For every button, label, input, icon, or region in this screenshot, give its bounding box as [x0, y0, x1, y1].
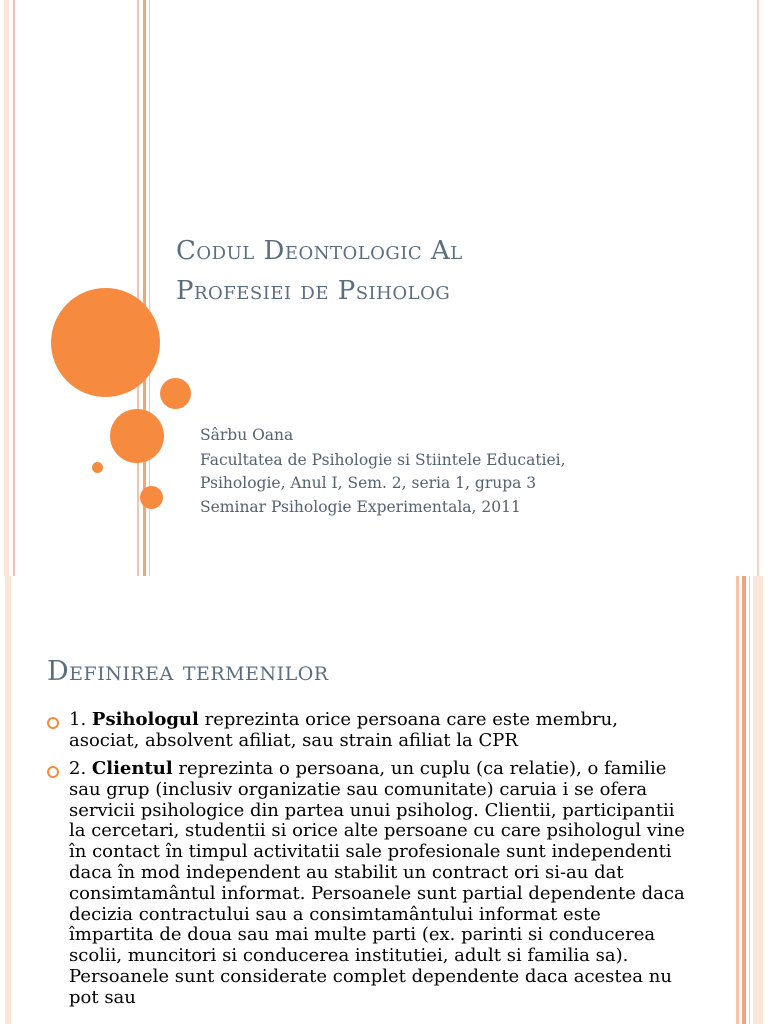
bullet-circle-icon: [47, 717, 59, 729]
small-circle-icon: [160, 378, 191, 409]
small-circle-icon: [140, 486, 163, 509]
decorative-stripe: [757, 0, 759, 576]
decorative-stripe: [753, 576, 763, 1024]
slide-title: Definirea termenilor: [47, 656, 329, 687]
affiliation-line-1: Facultatea de Psihologie si Stiintele Educatiei,: [200, 451, 566, 469]
decorative-stripe: [13, 0, 15, 576]
list-item: [69, 710, 689, 752]
decorative-stripe: [749, 576, 750, 1024]
item-number: 1.: [69, 709, 92, 730]
item-term: Psihologul: [91, 709, 199, 730]
item-text: reprezinta orice persoana care este membru, asociat, absolvent afiliat, sau strain afiliat la CPR: [69, 709, 618, 751]
item-text: reprezinta o persoana, un cuplu (ca relatie), o familie sau grup (inclusiv organizatie sau comunitate) caruia i se ofera servicii psihologice din partea unui psiholog. Clientii, participantii la cercetari, studentii si orice alte persoane cu care psihologul vine în contact în timpul activitatii sale profesionale sunt independenti daca în mod independent au stabilit un contract ori si-au dat consimtamântul informat. Persoanele sunt partial dependente daca decizia contractului sau a consimtamântului informat este împartita de doua sau mai multe parti (ex. parinti si conducerea scolii, muncitori si conducerea institutiei, adult si familia sa). Persoanele sunt considerate complet dependente daca acestea nu pot sau: [69, 758, 685, 1008]
item-term: Clientul: [91, 758, 173, 779]
decorative-stripe: [137, 0, 139, 576]
decorative-stripe: [742, 576, 746, 1024]
affiliation-line-2: Psihologie, Anul I, Sem. 2, seria 1, grupa 3: [200, 474, 537, 492]
slide-title-line-1: Codul Deontologic Al: [176, 236, 463, 266]
dot-circle-icon: [92, 462, 103, 473]
bullet-circle-icon: [47, 766, 59, 778]
decorative-stripe: [4, 0, 9, 576]
seminar-text: Seminar Psihologie Experimentala, 2011: [200, 498, 521, 516]
slide-title-line-2: Profesiei de Psiholog: [176, 276, 451, 306]
list-item: [69, 759, 689, 1009]
content-slide: [0, 576, 768, 1024]
medium-circle-icon: [110, 409, 164, 463]
item-number: 2.: [69, 758, 92, 779]
decorative-stripe: [5, 576, 11, 1024]
decorative-stripe: [736, 576, 739, 1024]
large-circle-icon: [51, 288, 160, 397]
author-name: Sârbu Oana: [200, 426, 294, 444]
